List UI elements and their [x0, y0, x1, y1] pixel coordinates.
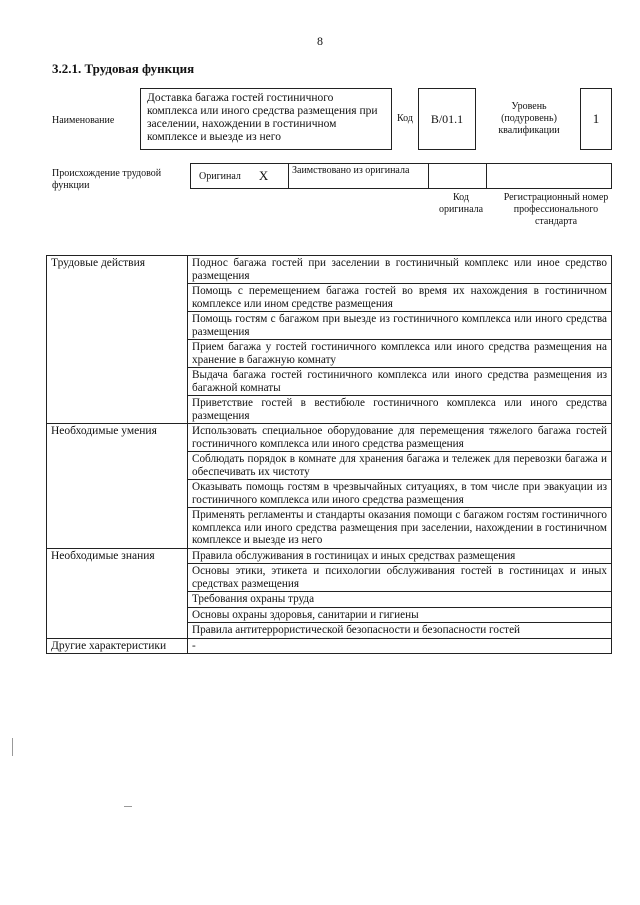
table-row — [47, 256, 612, 284]
knowledge-item: Правила обслуживания в гостиницах и иных средствах размещения — [188, 548, 612, 564]
labor-actions-title: Трудовые действия — [47, 256, 188, 424]
origin-label: Происхождение трудовой функции — [52, 168, 162, 191]
scan-mark — [124, 806, 132, 807]
knowledge-item: Основы этики, этикета и психологии обслуживания гостей в гостиницах и иных средствах размещения — [188, 564, 612, 592]
labor-action-item: Помощь с перемещением багажа гостей во время их нахождения в гостиничном комплексе или ином средстве размещения — [188, 284, 612, 312]
original-label: Оригинал — [199, 170, 241, 182]
function-name-box: Доставка багажа гостей гостиничного комплекса или иного средства размещения при заселении, нахождении в гостиничном комплексе и выезде из него — [140, 88, 392, 150]
labor-action-item: Выдача багажа гостей гостиничного комплекса или иного средства размещения из багажной комнаты — [188, 368, 612, 396]
reg-number-caption: Регистрационный номер профессионального стандарта — [503, 192, 609, 227]
scan-mark — [12, 738, 13, 756]
code-label: Код — [397, 113, 413, 124]
page-number: 8 — [317, 34, 323, 48]
name-label: Наименование — [52, 115, 115, 126]
original-cell — [191, 164, 289, 188]
skill-item: Применять регламенты и стандарты оказания помощи с багажом гостям гостиничного комплекса или иного средства размещения при заселении, нахождении в гостиничном комплексе и выезде из него — [188, 508, 612, 549]
function-table — [46, 255, 612, 654]
knowledge-item: Основы охраны здоровья, санитарии и гигиены — [188, 607, 612, 623]
table-row — [47, 548, 612, 564]
level-label: Уровень (подуровень) квалификации — [498, 101, 560, 136]
labor-action-item: Поднос багажа гостей при заселении в гостиничный комплекс или иное средство размещения — [188, 256, 612, 284]
knowledge-item: Требования охраны труда — [188, 592, 612, 608]
borrowed-cell — [289, 164, 429, 188]
original-mark: X — [258, 168, 269, 183]
other-value: - — [188, 638, 612, 654]
skills-title: Необходимые умения — [47, 424, 188, 549]
skill-item: Использовать специальное оборудование для перемещения тяжелого багажа гостей гостиничного комплекса или иного средства размещения — [188, 424, 612, 452]
knowledge-title: Необходимые знания — [47, 548, 188, 638]
labor-action-item: Прием багажа у гостей гостиничного комплекса или иного средства размещения на хранение в багажную комнату — [188, 340, 612, 368]
reg-number-cell — [487, 164, 611, 188]
labor-action-item: Помощь гостям с багажом при выезде из гостиничного комплекса или иного средства размещения — [188, 312, 612, 340]
section-title: 3.2.1. Трудовая функция — [52, 61, 195, 76]
origin-row — [190, 163, 612, 189]
level-value: 1 — [592, 111, 600, 126]
skill-item: Соблюдать порядок в комнате для хранения багажа и тележек для перевозки багажа и обеспечивать их чистоту — [188, 452, 612, 480]
other-title: Другие характеристики — [47, 638, 188, 654]
code-box — [418, 88, 476, 150]
code-value: В/01.1 — [430, 111, 464, 126]
code-original-cell — [429, 164, 487, 188]
table-row — [47, 638, 612, 654]
knowledge-item: Правила антитеррористической безопасности и безопасности гостей — [188, 623, 612, 639]
labor-action-item: Приветствие гостей в вестибюле гостиничного комплекса или иного средства размещения — [188, 396, 612, 424]
skill-item: Оказывать помощь гостям в чрезвычайных ситуациях, в том числе при эвакуации из гостиничного комплекса или иного средства размещения — [188, 480, 612, 508]
code-original-caption: Код оригинала — [438, 192, 484, 215]
level-box — [580, 88, 612, 150]
table-row — [47, 424, 612, 452]
borrowed-label: Заимствовано из оригинала — [292, 165, 410, 176]
